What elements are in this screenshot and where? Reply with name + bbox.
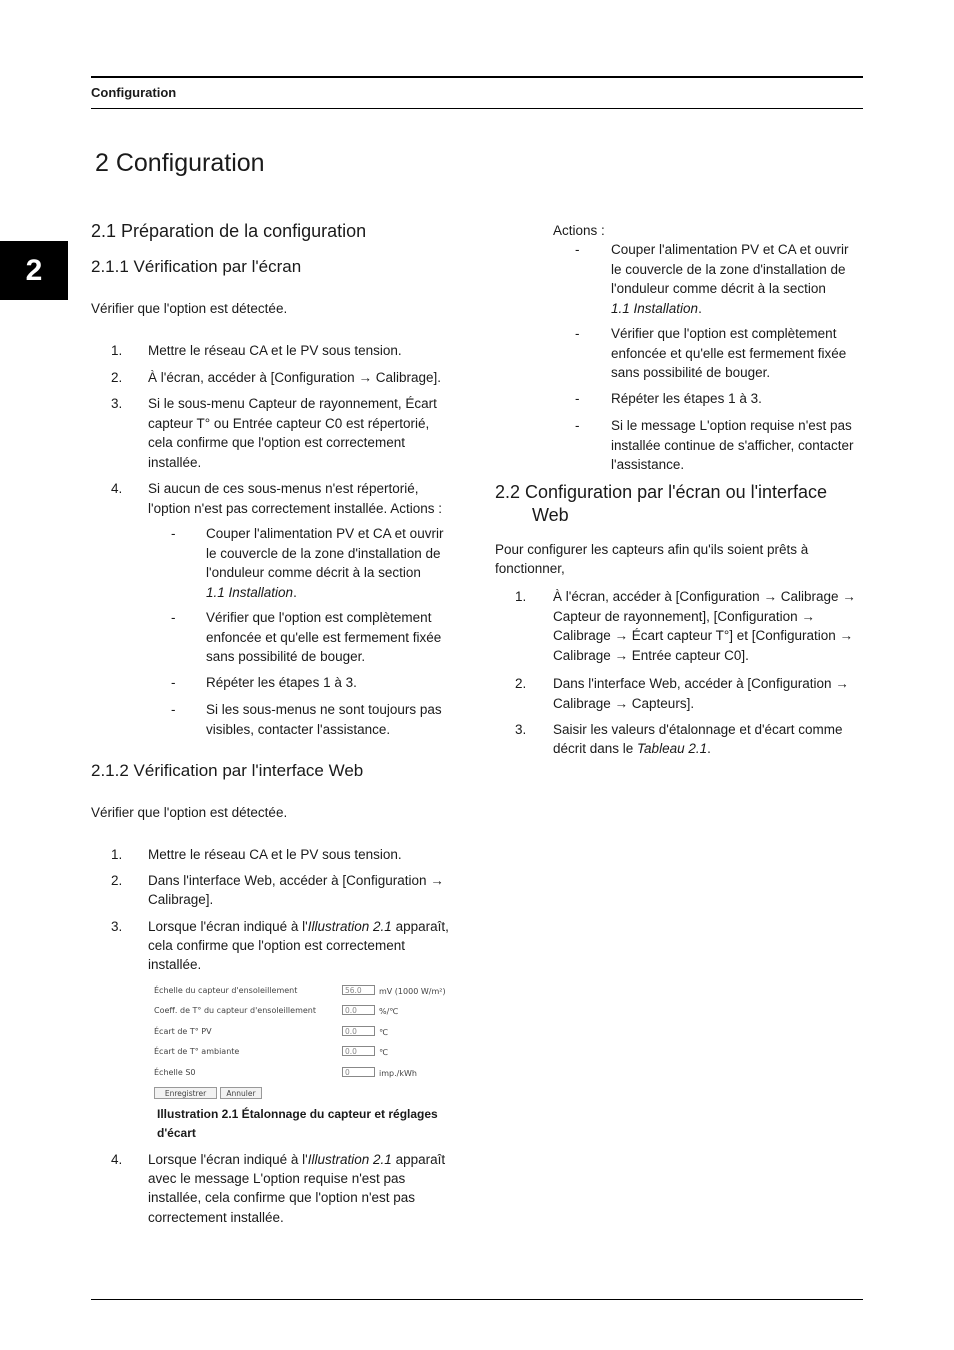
form-unit: ℃ [379, 1028, 388, 1037]
form-label-irradiance-scale: Échelle du capteur d'ensoleillement [154, 986, 298, 995]
footer-rule [91, 1299, 863, 1300]
header-top-rule [91, 76, 863, 78]
ambient-temp-offset-input[interactable]: 0.0 [342, 1046, 375, 1056]
form-label-irradiance-temp-coeff: Coeff. de T° du capteur d'ensoleillement [154, 1006, 316, 1015]
running-header: Configuration [91, 85, 177, 100]
section-2-1-2-title: 2.1.2 Vérification par l'interface Web [91, 761, 364, 780]
form-unit: %/℃ [379, 1007, 399, 1016]
form-label-s0-scale: Échelle S0 [154, 1068, 196, 1077]
figure-caption: Illustration 2.1 Étalonnage du capteur et réglages [157, 1107, 438, 1121]
form-unit: mV (1000 W/m²) [379, 987, 446, 996]
form-label-pv-temp-offset: Écart de T° PV [154, 1027, 212, 1036]
s0-scale-input[interactable]: 0 [342, 1067, 375, 1077]
section-2-1-1-intro: Vérifier que l'option est détectée. [91, 301, 288, 316]
section-2-2-intro: Pour configurer les capteurs afin qu'ils soient prêts à [495, 542, 809, 557]
calibration-form-illustration [154, 982, 464, 1102]
form-label-ambient-temp-offset: Écart de T° ambiante [154, 1047, 240, 1056]
cancel-button[interactable]: Annuler [220, 1087, 262, 1099]
header-bottom-rule [91, 108, 863, 109]
section-2-2-title-cont: Web [532, 505, 569, 525]
actions-label: Actions : [553, 223, 605, 238]
section-2-2-intro-cont: fonctionner, [495, 561, 565, 576]
section-2-1-title: 2.1 Préparation de la configuration [91, 221, 367, 241]
form-unit: ℃ [379, 1048, 388, 1057]
section-2-1-1-title: 2.1.1 Vérification par l'écran [91, 257, 302, 276]
save-button[interactable]: Enregistrer [154, 1087, 217, 1099]
pv-temp-offset-input[interactable]: 0.0 [342, 1026, 375, 1036]
chapter-tab: 2 [0, 241, 68, 300]
chapter-title: 2 Configuration [95, 149, 265, 177]
figure-caption-cont: d'écart [157, 1126, 196, 1140]
section-2-2-title: 2.2 Configuration par l'écran ou l'interface [495, 482, 828, 502]
form-unit: imp./kWh [379, 1069, 417, 1078]
section-2-1-2-intro: Vérifier que l'option est détectée. [91, 805, 288, 820]
irradiance-scale-input[interactable]: 56.0 [342, 985, 375, 995]
irradiance-temp-coeff-input[interactable]: 0.0 [342, 1005, 375, 1015]
